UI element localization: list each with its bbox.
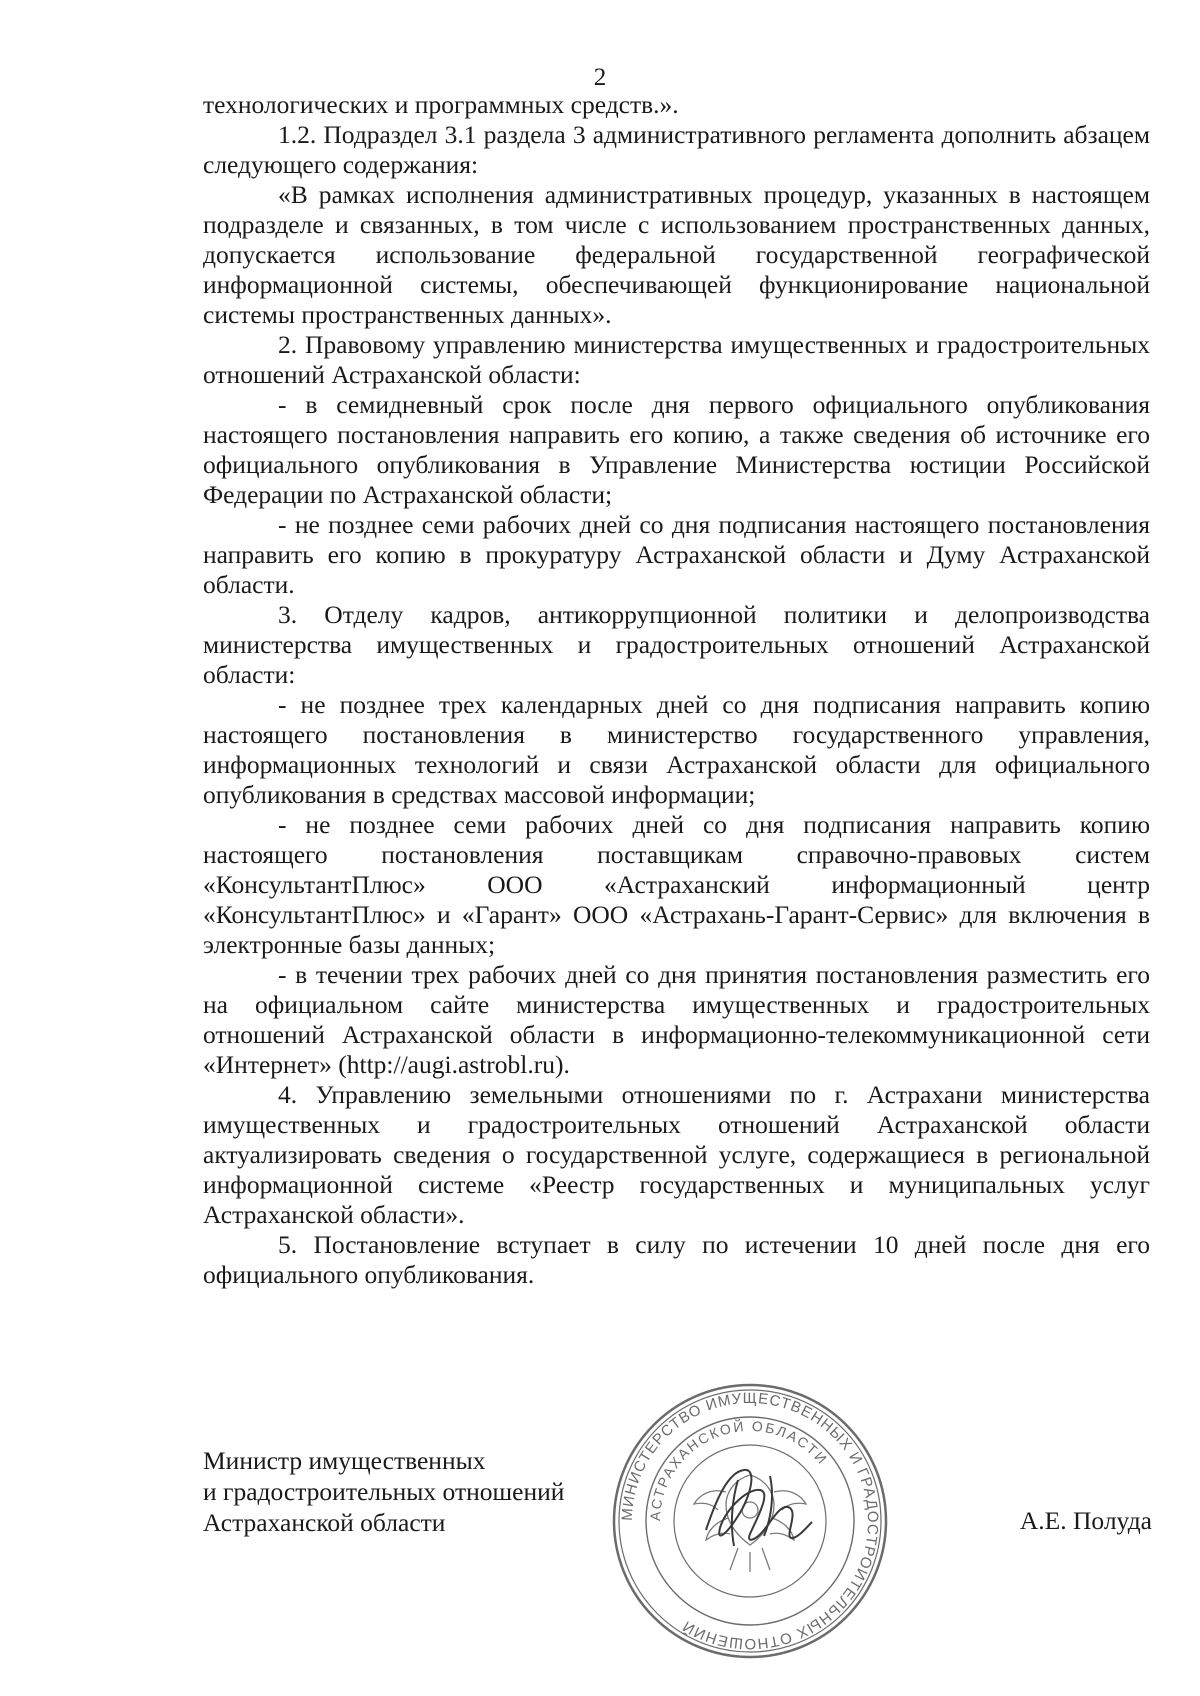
document-body <box>203 90 1150 1290</box>
paragraph-3: 3. Отделу кадров, антикоррупционной политики и делопроизводства министерства имущественных и градостроительных отношений Астраханской области: <box>203 600 1150 689</box>
signatory-name: А.Е. Полуда <box>1019 1506 1152 1535</box>
paragraph-1-2: 1.2. Подраздел 3.1 раздела 3 административного регламента дополнить абзацем следующего содержания: <box>203 120 1150 179</box>
paragraph-2-item-2: - не позднее семи рабочих дней со дня подписания настоящего постановления направить его копию в прокуратуру Астраханской области и Думу Астраханской области. <box>203 510 1150 599</box>
official-seal <box>610 1380 890 1662</box>
paragraph-3-item-1: - не позднее трех календарных дней со дня подписания направить копию настоящего постановления в министерство государственного управления, информационных технологий и связи Астраханской области для официального опубликования в средствах массовой информации; <box>203 690 1150 809</box>
handwritten-signature-icon <box>706 1470 812 1546</box>
paragraph-3-item-2: - не позднее семи рабочих дней со дня подписания направить копию настоящего постановления поставщикам справочно-правовых систем «КонсультантПлюс» ООО «Астраханский информационный центр «КонсультантПлюс» и «Гарант» ООО «Астрахань-Гарант-Сервис» для включения в электронные базы данных; <box>203 810 1150 959</box>
seal-inner-text: АСТРАХАНСКОЙ ОБЛАСТИ <box>646 1417 832 1522</box>
signatory-title-line: Министр имущественных <box>203 1446 486 1475</box>
paragraph-continuation: технологических и программных средств.». <box>203 90 679 119</box>
signatory-title-line: Астраханской области <box>203 1508 446 1537</box>
paragraph-5: 5. Постановление вступает в силу по истечении 10 дней после дня его официального опубликования. <box>203 1230 1150 1289</box>
paragraph-2-item-1: - в семидневный срок после дня первого официального опубликования настоящего постановления направить его копию, а также сведения об источнике его официального опубликования в Управление Министерства юстиции Российской Федерации по Астраханской области; <box>203 390 1150 509</box>
paragraph-2: 2. Правовому управлению министерства имущественных и градостроительных отношений Астраханской области: <box>203 330 1150 389</box>
signatory-title-line: и градостроительных отношений <box>203 1477 565 1506</box>
paragraph-quote: «В рамках исполнения административных процедур, указанных в настоящем подразделе и связанных, в том числе с использованием пространственных данных, допускается использование федеральной государственной географической информационной системы, обеспечивающей функционирование национальной системы пространственных данных». <box>203 180 1150 329</box>
page-number: 2 <box>593 64 607 91</box>
paragraph-4: 4. Управлению земельными отношениями по г. Астрахани министерства имущественных и градостроительных отношений Астраханской области актуализировать сведения о государственной услуге, содержащиеся в региональной информационной системе «Реестр государственных и муниципальных услуг Астраханской области». <box>203 1080 1150 1229</box>
signatory-title <box>203 1445 564 1538</box>
seal-outer-text: МИНИСТЕРСТВО ИМУЩЕСТВЕННЫХ И ГРАДОСТРОИТЕЛЬНЫХ ОТНОШЕНИЙ <box>618 1389 882 1653</box>
paragraph-3-item-3: - в течении трех рабочих дней со дня принятия постановления разместить его на официальном сайте министерства имущественных и градостроительных отношений Астраханской области в информационно-телекоммуникационной сети «Интернет» (http://augi.astrobl.ru). <box>203 960 1150 1079</box>
